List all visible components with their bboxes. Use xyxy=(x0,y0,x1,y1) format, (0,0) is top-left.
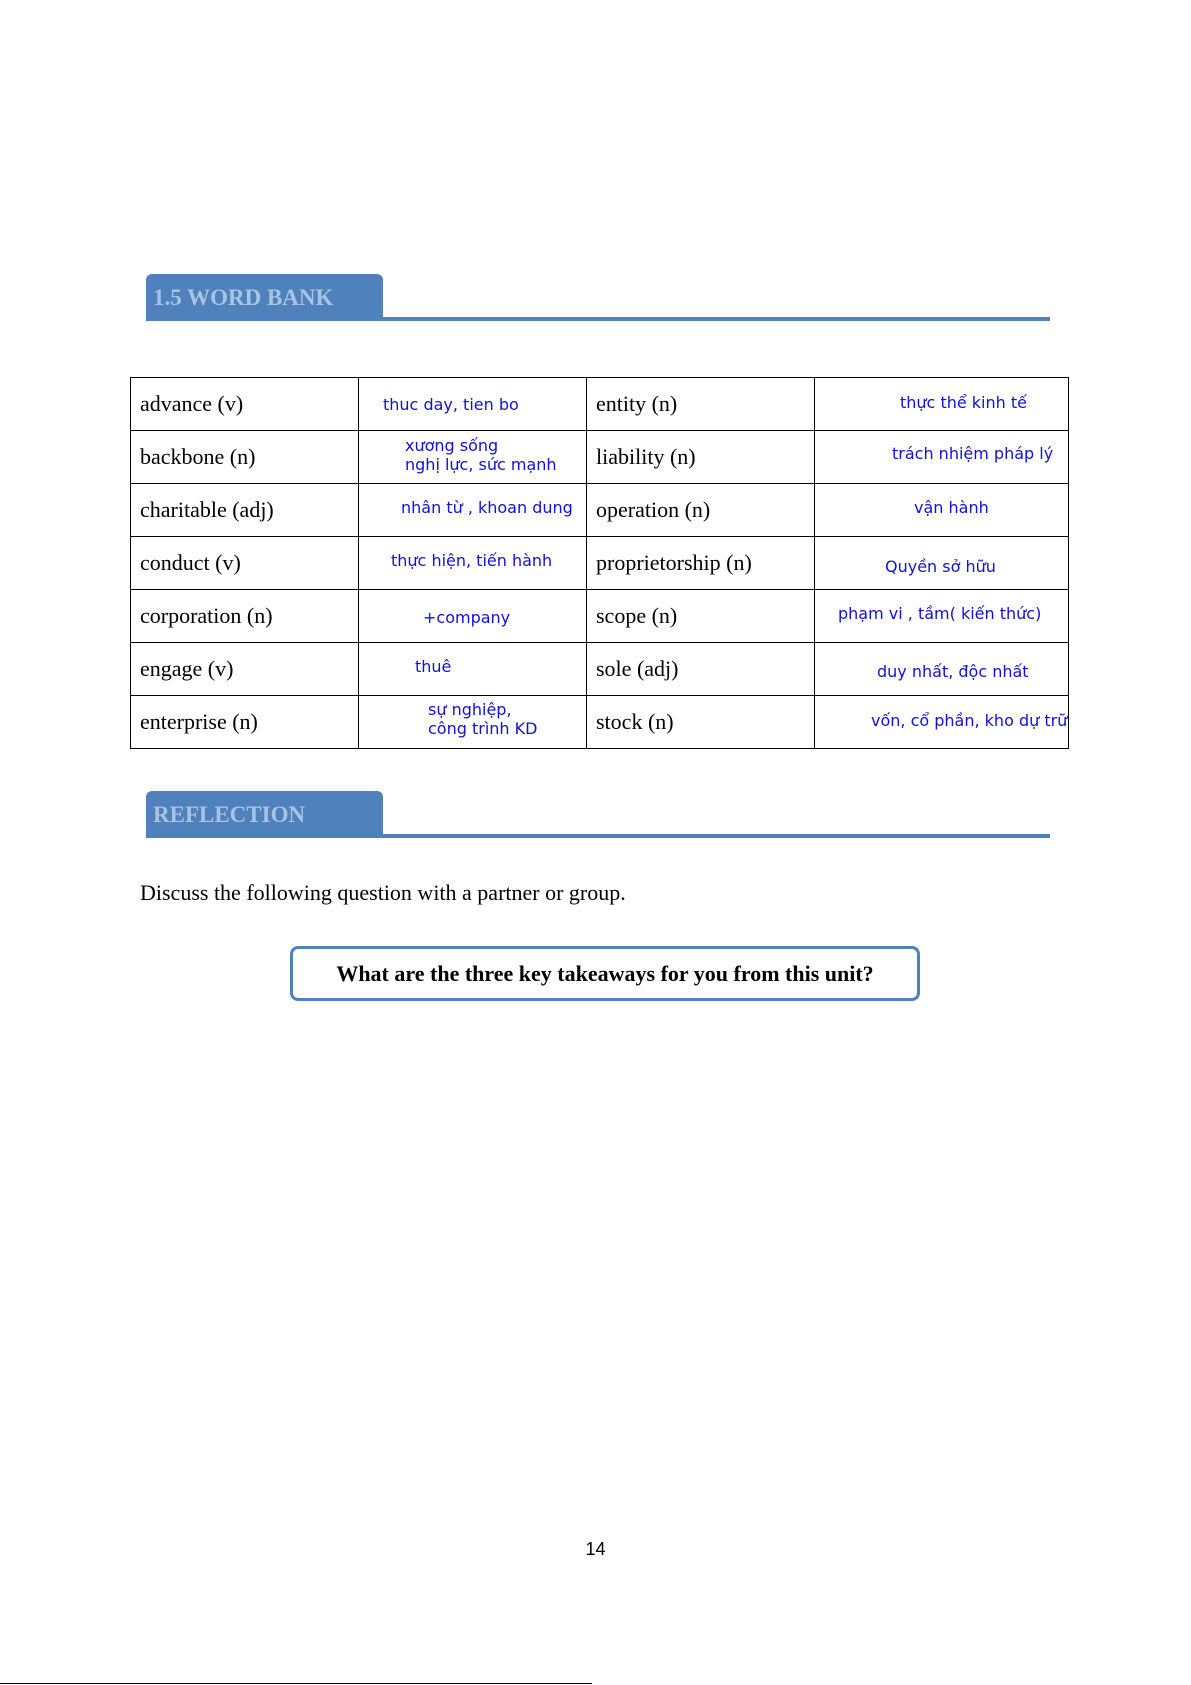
note-cell xyxy=(359,590,587,643)
handwritten-note: thuê xyxy=(415,657,452,676)
reflection-tab xyxy=(146,791,383,835)
handwritten-note: xương sống nghị lực, sức mạnh xyxy=(405,436,557,474)
term-cell: sole (adj) xyxy=(587,643,815,696)
table-row xyxy=(131,484,1069,537)
note-cell xyxy=(359,696,587,749)
note-cell xyxy=(815,431,1069,484)
reflection-divider xyxy=(146,834,1050,838)
term-cell: entity (n) xyxy=(587,378,815,431)
handwritten-note: Quyền sở hữu xyxy=(885,557,996,576)
note-cell xyxy=(815,696,1069,749)
reflection-instruction: Discuss the following question with a partner or group. xyxy=(140,880,626,905)
term-cell: enterprise (n) xyxy=(131,696,359,749)
table-row xyxy=(131,378,1069,431)
handwritten-note: sự nghiệp, công trình KD xyxy=(428,700,538,738)
term-cell: proprietorship (n) xyxy=(587,537,815,590)
handwritten-note: nhân từ , khoan dung xyxy=(401,498,573,517)
term-cell: corporation (n) xyxy=(131,590,359,643)
term-cell: charitable (adj) xyxy=(131,484,359,537)
reflection-question: What are the three key takeaways for you from this unit? xyxy=(336,960,874,986)
note-cell xyxy=(359,378,587,431)
table-row xyxy=(131,431,1069,484)
term-cell: engage (v) xyxy=(131,643,359,696)
handwritten-note: thuc day, tien bo xyxy=(383,395,519,414)
term-cell: backbone (n) xyxy=(131,431,359,484)
handwritten-note: thực hiện, tiến hành xyxy=(391,551,553,570)
note-cell xyxy=(359,537,587,590)
reflection-section-header xyxy=(146,791,1050,839)
term-cell: advance (v) xyxy=(131,378,359,431)
note-cell xyxy=(359,643,587,696)
word-bank-divider xyxy=(146,317,1050,321)
footnote-separator xyxy=(0,1683,592,1684)
term-cell: scope (n) xyxy=(587,590,815,643)
handwritten-note: duy nhất, độc nhất xyxy=(877,662,1029,681)
term-cell: conduct (v) xyxy=(131,537,359,590)
table-row xyxy=(131,643,1069,696)
term-cell: stock (n) xyxy=(587,696,815,749)
note-cell xyxy=(815,378,1069,431)
term-cell: operation (n) xyxy=(587,484,815,537)
handwritten-note: +company xyxy=(423,608,511,627)
note-cell xyxy=(815,484,1069,537)
note-cell xyxy=(359,431,587,484)
note-cell xyxy=(359,484,587,537)
handwritten-note: thực thể kinh tế xyxy=(900,393,1027,412)
note-cell xyxy=(815,643,1069,696)
reflection-title: REFLECTION xyxy=(153,802,306,827)
handwritten-note: vận hành xyxy=(914,498,989,517)
note-cell xyxy=(815,537,1069,590)
word-bank-section-header xyxy=(146,274,1050,322)
page-number: 14 xyxy=(585,1539,606,1559)
note-cell xyxy=(815,590,1069,643)
word-bank-table xyxy=(130,377,1069,749)
table-row xyxy=(131,537,1069,590)
table-row xyxy=(131,696,1069,749)
word-bank-tab xyxy=(146,274,383,318)
handwritten-note: vốn, cổ phần, kho dự trữ xyxy=(871,711,1068,730)
table-row xyxy=(131,590,1069,643)
reflection-question-box xyxy=(290,946,920,1001)
handwritten-note: trách nhiệm pháp lý xyxy=(892,444,1054,463)
term-cell: liability (n) xyxy=(587,431,815,484)
word-bank-title: 1.5 WORD BANK xyxy=(153,285,334,310)
handwritten-note: phạm vi , tầm( kiến thức) xyxy=(838,604,1042,623)
